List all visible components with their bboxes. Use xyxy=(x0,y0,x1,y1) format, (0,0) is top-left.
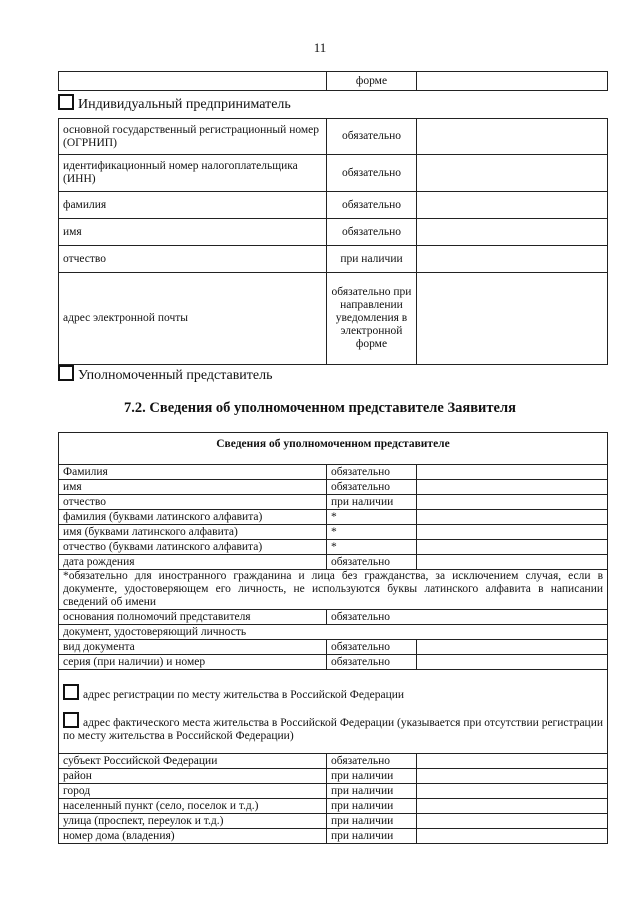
field-label: адрес электронной почты xyxy=(59,273,327,365)
requirement-cell: при наличии xyxy=(327,246,417,273)
ip-checkbox-row[interactable] xyxy=(58,94,291,113)
value-cell[interactable] xyxy=(417,525,608,540)
requirement-cell: при наличии xyxy=(327,784,417,799)
rep-table-header: Сведения об уполномоченном представителе xyxy=(59,433,608,465)
requirement-cell: * xyxy=(327,525,417,540)
requirement-cell: при наличии xyxy=(327,814,417,829)
registration-address-label: адрес регистрации по месту жительства в Российской Федерации xyxy=(83,689,405,701)
value-cell[interactable] xyxy=(417,655,608,670)
value-cell[interactable] xyxy=(417,155,608,192)
requirement-cell: обязательно при направлении уведомления в электронной форме xyxy=(327,273,417,365)
id-doc-label: документ, удостоверяющий личность xyxy=(59,625,608,640)
value-cell[interactable] xyxy=(417,829,608,844)
actual-address-label: адрес фактического места жительства в Российской Федерации (указывается при отсутствии регистрации по месту жительства в Российской Федерации) xyxy=(63,717,604,742)
requirement-cell: при наличии xyxy=(327,799,417,814)
value-cell[interactable] xyxy=(417,273,608,365)
top-fragment-table xyxy=(58,71,608,91)
value-cell[interactable] xyxy=(417,192,608,219)
address-option-actual[interactable] xyxy=(63,712,603,743)
field-label: отчество xyxy=(59,495,327,510)
address-option-registration[interactable] xyxy=(63,680,603,702)
rep-checkbox-label: Уполномоченный представитель xyxy=(78,368,273,383)
field-label: Фамилия xyxy=(59,465,327,480)
rep-checkbox[interactable] xyxy=(58,365,74,381)
rep-table xyxy=(58,432,608,844)
page-number: 11 xyxy=(313,40,327,55)
field-label: район xyxy=(59,769,327,784)
field-label: имя xyxy=(59,480,327,495)
field-label: серия (при наличии) и номер xyxy=(59,655,327,670)
value-cell[interactable] xyxy=(417,246,608,273)
footnote: *обязательно для иностранного гражданина и лица без гражданства, за исключением случая, если в документе, удостоверяющем его личность, не используются буквы латинского алфавита в написании сведений об имени xyxy=(59,570,608,610)
requirement-cell: обязательно xyxy=(327,754,417,769)
value-cell[interactable] xyxy=(417,495,608,510)
value-cell[interactable] xyxy=(417,799,608,814)
requirement-cell: обязательно xyxy=(327,640,417,655)
field-label: фамилия (буквами латинского алфавита) xyxy=(59,510,327,525)
field-label: субъект Российской Федерации xyxy=(59,754,327,769)
value-cell[interactable] xyxy=(417,640,608,655)
empty-cell xyxy=(59,72,327,91)
rep-checkbox-row[interactable] xyxy=(58,365,273,384)
value-cell[interactable] xyxy=(417,784,608,799)
field-label: номер дома (владения) xyxy=(59,829,327,844)
field-label: город xyxy=(59,784,327,799)
field-label: основной государственный регистрационный номер (ОГРНИП) xyxy=(59,119,327,155)
section-heading: 7.2. Сведения об уполномоченном представителе Заявителя xyxy=(124,400,516,416)
value-cell[interactable] xyxy=(417,119,608,155)
value-cell[interactable] xyxy=(417,510,608,525)
field-label: дата рождения xyxy=(59,555,327,570)
value-cell[interactable] xyxy=(417,754,608,769)
value-cell[interactable] xyxy=(417,555,608,570)
requirement-cell: при наличии xyxy=(327,829,417,844)
requirement-cell: обязательно xyxy=(327,610,608,625)
ip-checkbox[interactable] xyxy=(58,94,74,110)
requirement-cell: * xyxy=(327,540,417,555)
requirement-cell: форме xyxy=(327,72,417,91)
requirement-cell: * xyxy=(327,510,417,525)
field-label: улица (проспект, переулок и т.д.) xyxy=(59,814,327,829)
field-label: отчество xyxy=(59,246,327,273)
requirement-cell: обязательно xyxy=(327,465,417,480)
value-cell[interactable] xyxy=(417,72,608,91)
registration-address-checkbox[interactable] xyxy=(63,684,79,700)
requirement-cell: обязательно xyxy=(327,480,417,495)
actual-address-checkbox[interactable] xyxy=(63,712,79,728)
ip-table xyxy=(58,118,608,365)
value-cell[interactable] xyxy=(417,814,608,829)
address-type-cell xyxy=(59,670,608,754)
value-cell[interactable] xyxy=(417,219,608,246)
field-label: отчество (буквами латинского алфавита) xyxy=(59,540,327,555)
requirement-cell: обязательно xyxy=(327,219,417,246)
value-cell[interactable] xyxy=(417,769,608,784)
requirement-cell: обязательно xyxy=(327,155,417,192)
requirement-cell: обязательно xyxy=(327,119,417,155)
field-label: основания полномочий представителя xyxy=(59,610,327,625)
value-cell[interactable] xyxy=(417,465,608,480)
requirement-cell: обязательно xyxy=(327,555,417,570)
requirement-cell: обязательно xyxy=(327,192,417,219)
field-label: вид документа xyxy=(59,640,327,655)
value-cell[interactable] xyxy=(417,480,608,495)
field-label: фамилия xyxy=(59,192,327,219)
field-label: идентификационный номер налогоплательщика (ИНН) xyxy=(59,155,327,192)
field-label: населенный пункт (село, поселок и т.д.) xyxy=(59,799,327,814)
requirement-cell: при наличии xyxy=(327,495,417,510)
field-label: имя (буквами латинского алфавита) xyxy=(59,525,327,540)
field-label: имя xyxy=(59,219,327,246)
ip-checkbox-label: Индивидуальный предприниматель xyxy=(78,97,291,112)
requirement-cell: при наличии xyxy=(327,769,417,784)
requirement-cell: обязательно xyxy=(327,655,417,670)
value-cell[interactable] xyxy=(417,540,608,555)
